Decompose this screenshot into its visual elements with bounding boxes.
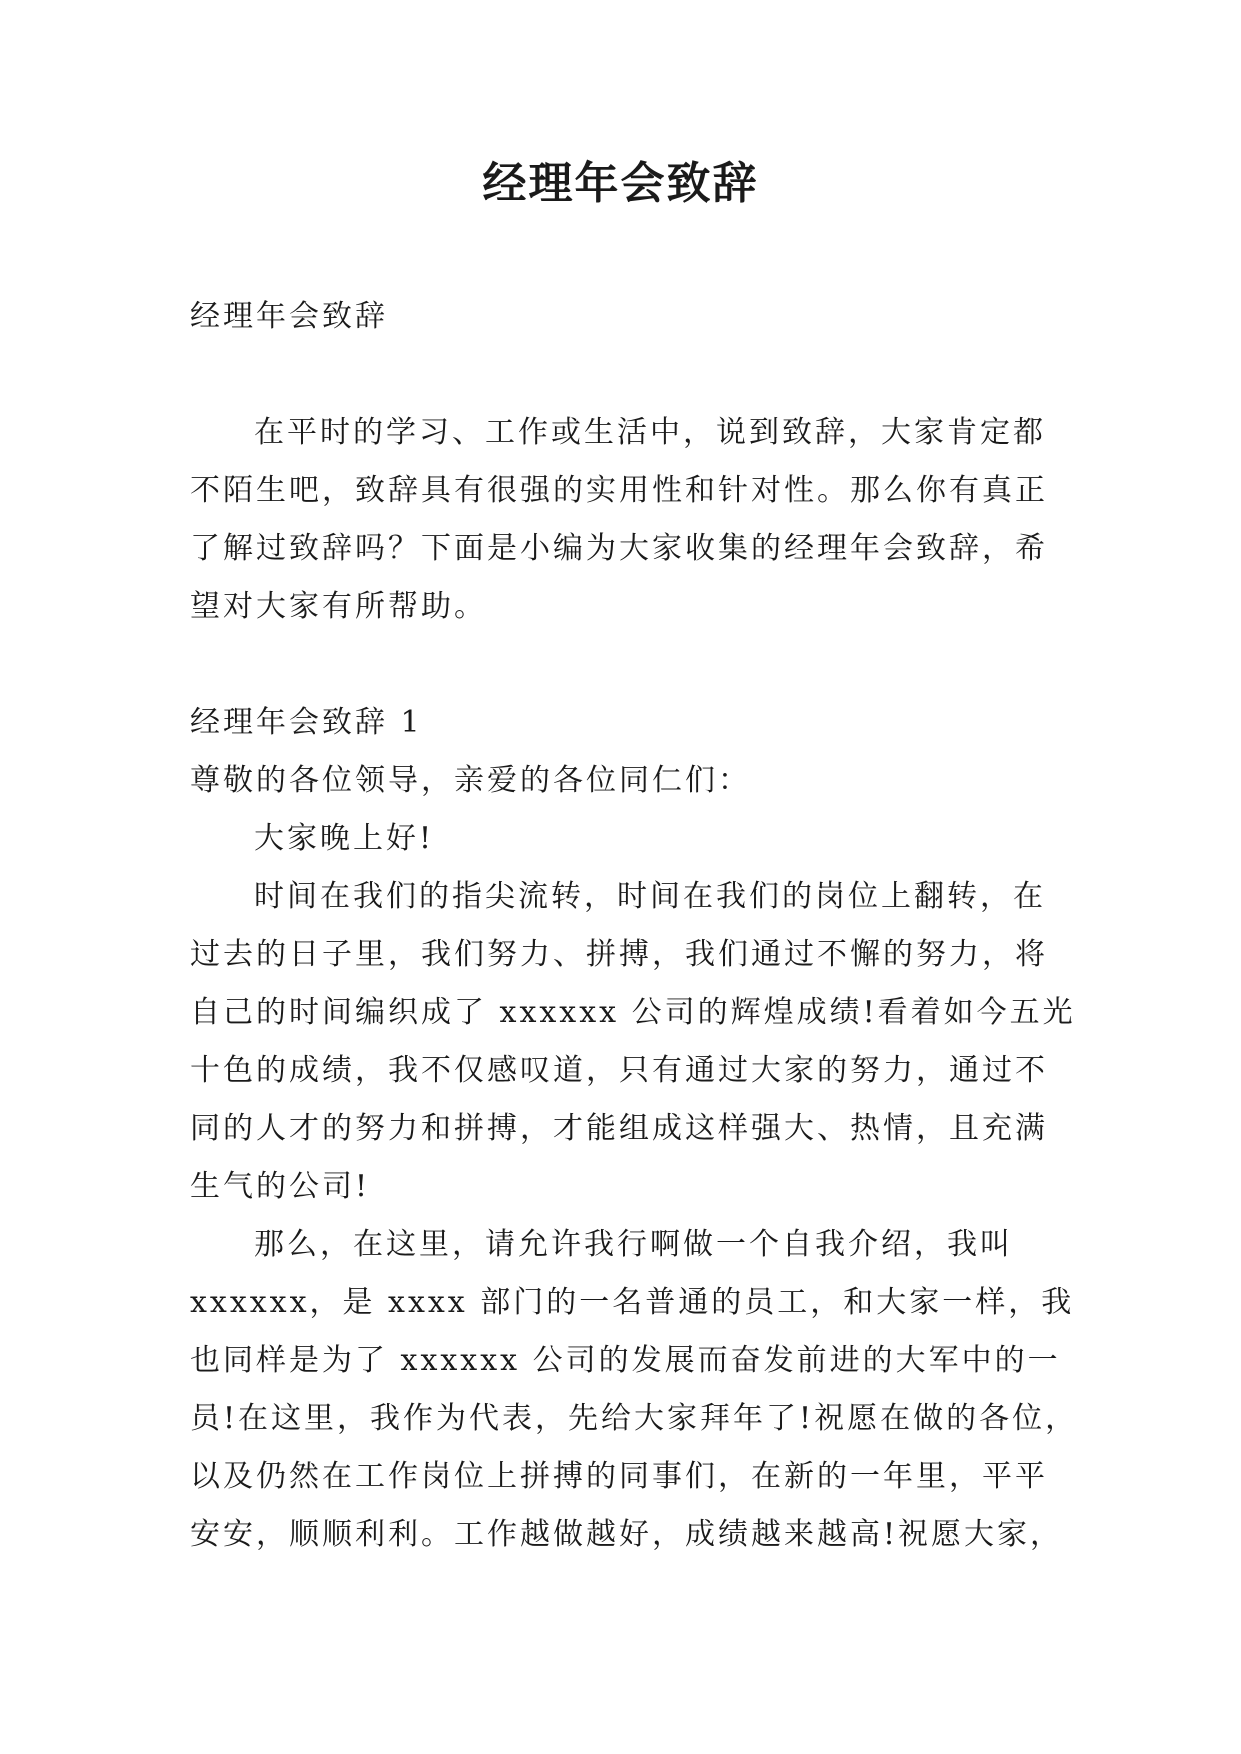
paragraph-line: 那么，在这里，请允许我行啊做一个自我介绍，我叫: [254, 1227, 1013, 1262]
intro-line: 了解过致辞吗？下面是小编为大家收集的经理年会致辞，希: [190, 531, 1048, 566]
paragraph-line: 时间在我们的指尖流转，时间在我们的岗位上翻转，在: [254, 879, 1046, 914]
paragraph-line: 同的人才的努力和拼搏，才能组成这样强大、热情，且充满: [190, 1111, 1048, 1146]
paragraph-line: 也同样是为了 xxxxxx 公司的发展而奋发前进的大军中的一: [190, 1343, 1061, 1378]
intro-line: 望对大家有所帮助。: [190, 589, 487, 624]
paragraph-line: xxxxxx，是 xxxx 部门的一名普通的员工，和大家一样，我: [190, 1285, 1075, 1320]
paragraph-line: 自己的时间编织成了 xxxxxx 公司的辉煌成绩!看着如今五光: [190, 995, 1076, 1030]
document-body: [190, 288, 1079, 1564]
body-paragraph-2: [190, 1216, 1079, 1564]
intro-line: 在平时的学习、工作或生活中，说到致辞，大家肯定都: [254, 415, 1046, 450]
paragraph-line: 安安，顺顺利利。工作越做越好，成绩越来越高!祝愿大家，: [190, 1517, 1064, 1552]
paragraph-line: 生气的公司!: [190, 1169, 371, 1204]
paragraph-line: 员!在这里，我作为代表，先给大家拜年了!祝愿在做的各位，: [190, 1401, 1079, 1436]
section-heading: 经理年会致辞 1: [190, 705, 423, 740]
salutation: 尊敬的各位领导，亲爱的各位同仁们：: [190, 763, 751, 798]
document-title: 经理年会致辞: [482, 158, 759, 209]
greeting: 大家晚上好!: [254, 821, 435, 856]
paragraph-line: 过去的日子里，我们努力、拼搏，我们通过不懈的努力，将: [190, 937, 1048, 972]
paragraph-line: 十色的成绩，我不仅感叹道，只有通过大家的努力，通过不: [190, 1053, 1048, 1088]
spacer: [190, 346, 1055, 404]
intro-paragraph: [190, 404, 1055, 636]
paragraph-line: 以及仍然在工作岗位上拼搏的同事们，在新的一年里，平平: [190, 1459, 1048, 1494]
intro-line: 不陌生吧，致辞具有很强的实用性和针对性。那么你有真正: [190, 473, 1048, 508]
body-paragraph-1: [190, 868, 1076, 1216]
subtitle: 经理年会致辞: [190, 299, 388, 334]
spacer: [190, 636, 1055, 694]
